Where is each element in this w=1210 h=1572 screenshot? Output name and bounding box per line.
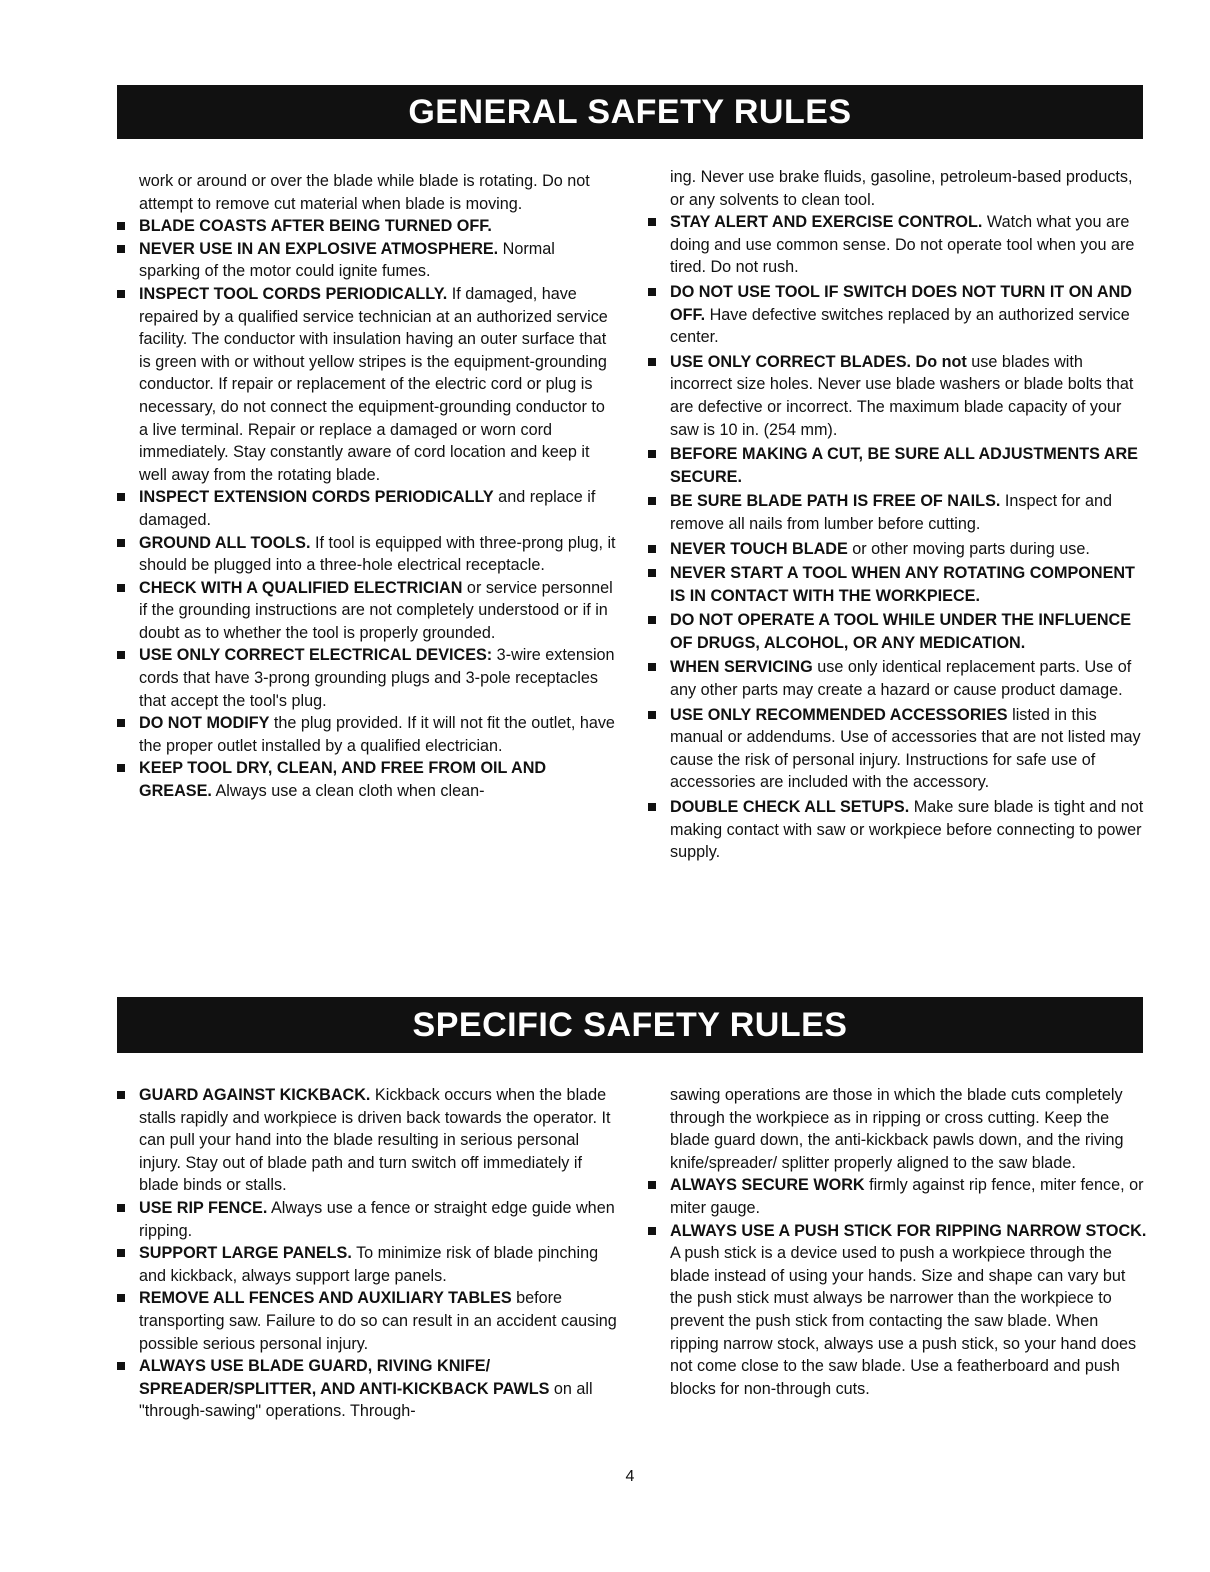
rule-heading: ALWAYS USE BLADE GUARD, RIVING KNIFE/ SPREADER/SPLITTER, AND ANTI-KICKBACK PAWLS <box>139 1357 550 1398</box>
rule-heading: USE RIP FENCE. <box>139 1198 268 1217</box>
rule-text: the plug provided. If it will not fit the outlet, have the proper outlet installed by a qualified electrician. <box>139 714 615 755</box>
square-bullet-icon <box>648 569 656 577</box>
rule-heading: DO NOT MODIFY <box>139 714 270 733</box>
specific-left-column <box>117 1084 617 1423</box>
square-bullet-icon <box>648 218 656 226</box>
rule-list <box>117 1084 617 1423</box>
rule-text: Watch what you are doing and use common sense. Do not operate tool when you are tired. Do not rush. <box>670 213 1135 277</box>
rule-item <box>648 443 1148 488</box>
rule-heading: INSPECT TOOL CORDS PERIODICALLY. <box>139 284 448 303</box>
rule-heading: USE ONLY CORRECT BLADES. Do not <box>670 352 967 371</box>
rule-heading: REMOVE ALL FENCES AND AUXILIARY TABLES <box>139 1289 512 1308</box>
rule-heading: ALWAYS SECURE WORK <box>670 1176 865 1195</box>
rule-text: A push stick is a device used to push a workpiece through the blade instead of using your hands. Size and shape can vary but the push stick must always be narrower than the workpiece to prevent the push stick from contacting the saw blade. When ripping narrow stock, always use a push stick, so your hand does not come close to the saw blade. Use a featherboard and push blocks for non-through cuts. <box>670 1244 1137 1398</box>
rule-item <box>117 757 617 802</box>
square-bullet-icon <box>648 1227 656 1235</box>
rule-text: firmly against rip fence, miter fence, or miter gauge. <box>670 1176 1144 1217</box>
rule-item <box>648 538 1148 561</box>
rule-text: Make sure blade is tight and not making contact with saw or workpiece before connecting to power supply. <box>670 798 1144 862</box>
rule-heading: BLADE COASTS AFTER BEING TURNED OFF. <box>139 217 492 236</box>
rule-item <box>117 486 617 531</box>
square-bullet-icon <box>117 584 125 592</box>
specific-safety-rules-heading: SPECIFIC SAFETY RULES <box>117 997 1143 1053</box>
rule-heading: KEEP TOOL DRY, CLEAN, AND FREE FROM OIL AND GREASE. <box>139 759 547 801</box>
square-bullet-icon <box>648 545 656 553</box>
square-bullet-icon <box>648 358 656 366</box>
rule-heading: SUPPORT LARGE PANELS. <box>139 1244 352 1263</box>
rule-heading: ALWAYS USE A PUSH STICK FOR RIPPING NARROW STOCK. <box>670 1221 1147 1240</box>
rule-text: If damaged, have repaired by a qualified service technician at an authorized service facility. The conductor with insulation having an outer surface that is green with or without yellow stripes is the equipment-grounding conductor. If repair or replacement of the electric cord or plug is necessary, do not connect the equipment-grounding conductor to a live terminal. Repair or replace a damaged or worn cord immediately. Stay constantly aware of cord location and keep it well away from the rotating blade. <box>139 284 608 484</box>
rule-item <box>117 712 617 757</box>
rule-text: Always use a clean cloth when clean- <box>211 782 485 801</box>
square-bullet-icon <box>117 245 125 253</box>
rule-heading: USE ONLY CORRECT ELECTRICAL DEVICES: <box>139 646 493 665</box>
rule-text: 3-wire extension cords that have 3-prong grounding plugs and 3-pole receptacles that accept the tool's plug. <box>139 646 615 710</box>
continuation-text: sawing operations are those in which the blade cuts completely through the workpiece as in ripping or cross cutting. Keep the blade guard down, the anti-kickback pawls down, and the riving knife/spreader/ splitter properly aligned to the saw blade. <box>670 1086 1124 1172</box>
rule-heading: CHECK WITH A QUALIFIED ELECTRICIAN <box>139 578 463 597</box>
square-bullet-icon <box>117 1249 125 1257</box>
rule-text: use only identical replacement parts. Use of any other parts may create a hazard or cause product damage. <box>670 658 1132 700</box>
rule-item <box>648 1174 1148 1219</box>
rule-heading: NEVER TOUCH BLADE <box>670 539 848 558</box>
square-bullet-icon <box>117 1091 125 1099</box>
general-left-column <box>117 170 617 803</box>
rule-item <box>117 644 617 712</box>
rule-item <box>648 351 1148 441</box>
rule-item <box>117 1197 617 1242</box>
rule-item <box>117 577 617 645</box>
rule-item <box>117 1084 617 1197</box>
general-safety-rules-heading: GENERAL SAFETY RULES <box>117 85 1143 139</box>
square-bullet-icon <box>117 1294 125 1302</box>
continuation-text: work or around or over the blade while blade is rotating. Do not attempt to remove cut material when blade is moving. <box>139 172 590 213</box>
rule-heading: NEVER START A TOOL WHEN ANY ROTATING COMPONENT IS IN CONTACT WITH THE WORKPIECE. <box>670 564 1135 605</box>
square-bullet-icon <box>117 290 125 298</box>
rule-heading: INSPECT EXTENSION CORDS PERIODICALLY <box>139 488 494 507</box>
rule-item <box>117 238 617 283</box>
rule-text: use blades with incorrect size holes. Never use blade washers or blade bolts that are defective or incorrect. The maximum blade capacity of your saw is 10 in. (254 mm). <box>670 352 1134 439</box>
square-bullet-icon <box>117 651 125 659</box>
square-bullet-icon <box>648 663 656 671</box>
square-bullet-icon <box>648 803 656 811</box>
square-bullet-icon <box>117 539 125 547</box>
square-bullet-icon <box>648 711 656 719</box>
square-bullet-icon <box>117 493 125 501</box>
rule-list <box>648 1174 1148 1400</box>
rule-text: before transporting saw. Failure to do so can result in an accident causing possible serious personal injury. <box>139 1289 617 1353</box>
rule-item <box>648 490 1148 535</box>
rule-item <box>117 1242 617 1287</box>
page-number: 4 <box>625 1468 635 1485</box>
square-bullet-icon <box>648 288 656 296</box>
rule-text: Have defective switches replaced by an authorized service center. <box>670 305 1130 347</box>
rule-heading: BE SURE BLADE PATH IS FREE OF NAILS. <box>670 492 1001 511</box>
rule-item <box>117 1355 617 1423</box>
rule-heading: WHEN SERVICING <box>670 658 813 677</box>
rule-text: and replace if damaged. <box>139 488 596 529</box>
continuation-text: ing. Never use brake fluids, gasoline, petroleum-based products, or any solvents to clean tool. <box>670 168 1133 209</box>
rule-text: Always use a fence or straight edge guide when ripping. <box>139 1198 615 1240</box>
rule-text: listed in this manual or addendums. Use of accessories that are not listed may cause the risk of personal injury. Instructions for safe use of accessories are included with the accessory. <box>670 705 1141 792</box>
rule-text: or other moving parts during use. <box>847 539 1090 558</box>
rule-item <box>117 532 617 577</box>
rule-item <box>117 283 617 486</box>
rule-item <box>648 704 1148 794</box>
rule-item <box>648 609 1148 654</box>
rule-item <box>648 1220 1148 1401</box>
rule-text: Inspect for and remove all nails from lumber before cutting. <box>670 492 1112 533</box>
rule-heading: GROUND ALL TOOLS. <box>139 533 311 552</box>
rule-heading: DO NOT USE TOOL IF SWITCH DOES NOT TURN IT ON AND OFF. <box>670 282 1132 324</box>
rule-text: If tool is equipped with three-prong plug, it should be plugged into a three-hole electrical receptacle. <box>139 533 616 575</box>
square-bullet-icon <box>117 1362 125 1370</box>
square-bullet-icon <box>648 616 656 624</box>
rule-heading: USE ONLY RECOMMENDED ACCESSORIES <box>670 705 1008 724</box>
rule-item <box>117 215 617 238</box>
rule-text: Kickback occurs when the blade stalls rapidly and workpiece is driven back towards the operator. It can pull your hand into the blade resulting in serious personal injury. Stay out of blade path and turn switch off immediately if blade binds or stalls. <box>139 1086 611 1195</box>
rule-heading: GUARD AGAINST KICKBACK. <box>139 1086 371 1104</box>
square-bullet-icon <box>117 764 125 772</box>
rule-heading: BEFORE MAKING A CUT, BE SURE ALL ADJUSTMENTS ARE SECURE. <box>670 445 1138 486</box>
square-bullet-icon <box>117 719 125 727</box>
rule-heading: DOUBLE CHECK ALL SETUPS. <box>670 798 910 817</box>
rule-heading: DO NOT OPERATE A TOOL WHILE UNDER THE INFLUENCE OF DRUGS, ALCOHOL, OR ANY MEDICATION. <box>670 611 1132 652</box>
square-bullet-icon <box>648 497 656 505</box>
rule-text: To minimize risk of blade pinching and kickback, always support large panels. <box>139 1244 599 1285</box>
rule-item <box>648 562 1148 607</box>
rule-item <box>648 281 1148 349</box>
specific-right-column <box>648 1084 1148 1400</box>
rule-item <box>648 656 1148 701</box>
rule-list <box>648 211 1148 864</box>
rule-text: on all "through-sawing" operations. Through- <box>139 1379 593 1421</box>
square-bullet-icon <box>117 222 125 230</box>
square-bullet-icon <box>648 1181 656 1189</box>
general-right-column <box>648 166 1148 864</box>
rule-heading: STAY ALERT AND EXERCISE CONTROL. <box>670 213 983 232</box>
rule-item <box>117 1287 617 1355</box>
rule-item <box>648 796 1148 864</box>
square-bullet-icon <box>117 1204 125 1212</box>
square-bullet-icon <box>648 450 656 458</box>
rule-text: Normal sparking of the motor could ignite fumes. <box>139 239 555 281</box>
rule-item <box>648 211 1148 279</box>
rule-list <box>117 215 617 802</box>
rule-text: or service personnel if the grounding instructions are not completely understood or if in doubt as to whether the tool is properly grounded. <box>139 578 613 642</box>
rule-heading: NEVER USE IN AN EXPLOSIVE ATMOSPHERE. <box>139 239 499 258</box>
